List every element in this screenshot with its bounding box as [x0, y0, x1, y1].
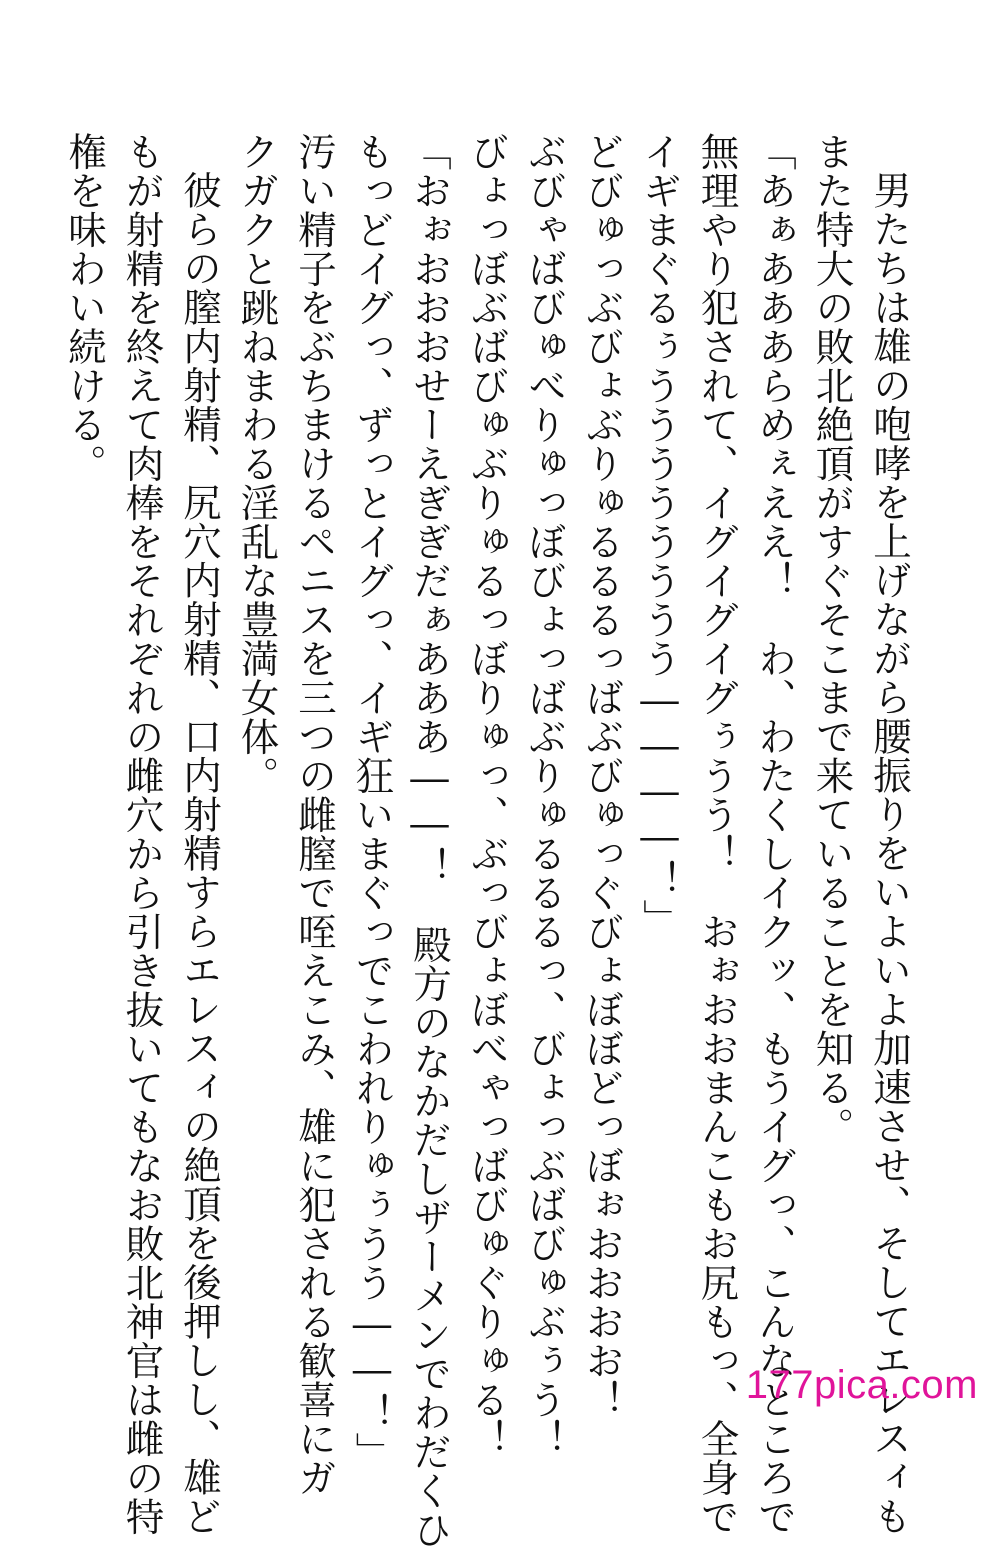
text-line-10: もっどイグっ、ずっとイグっ、イギ狂いまぐっでこわれりゅぅうう――！」: [349, 132, 395, 1471]
text-line-5: イギまぐるぅうううううううう――――！」: [637, 132, 682, 938]
text-line-13: 彼らの膣内射精、尻穴内射精、口内射精すらエレスィの絶頂を後押しし、雄ど: [171, 132, 229, 1332]
text-line-12: クガクと跳ねまわる淫乱な豊満女体。: [234, 132, 280, 795]
text-line-15: 権を味わい続ける。: [62, 132, 107, 483]
text-line-11: 汚い精子をぶちまけるペニスを三つの雌膣で咥えこみ、雄に犯される歓喜にガ: [292, 132, 337, 1497]
text-line-3: 「あぁあああらめぇええ！ わ、わたくしイクッ、もうイグっ、こんなところで: [752, 132, 797, 1536]
text-line-2: また特大の敗北絶頂がすぐそこまで来ていることを知る。: [809, 132, 855, 1146]
text-line-7: ぶびゃばびゅべりゅっぼびょっばぶりゅるるるっ、びょっぶばびゅぶぅう！: [522, 132, 567, 1458]
text-line-9: 「おぉおおおせーえぎぎだぁあああ――！ 殿方のなかだしザーメンでわだくひ: [407, 132, 452, 1549]
text-line-4: 無理やり犯されて、イグイグイグぅうう！ おぉおおまんこもお尻もっ、全身で: [694, 132, 740, 1536]
text-line-8: びょっぼぶばびゅぶりゅるっぼりゅっ、ぶっびょぼべゃっばびゅぐりゅる！: [464, 132, 510, 1458]
text-line-1: 男たちは雄の咆哮を上げながら腰振りをいよいよ加速させ、そしてエレスィも: [861, 132, 919, 1332]
site-watermark: 177pica.com: [745, 1363, 978, 1407]
paragraph-indent: [180, 132, 219, 171]
text-line-6: どびゅっぶびょぶりゅるるるっばぶびゅっぐびょぼぼどっぼぉおおおお！: [579, 132, 625, 1419]
text-line-14: もが射精を終えて肉棒をそれぞれの雌穴から引き抜いてもなお敗北神官は雌の特: [119, 132, 165, 1536]
paragraph-indent: [870, 132, 909, 171]
